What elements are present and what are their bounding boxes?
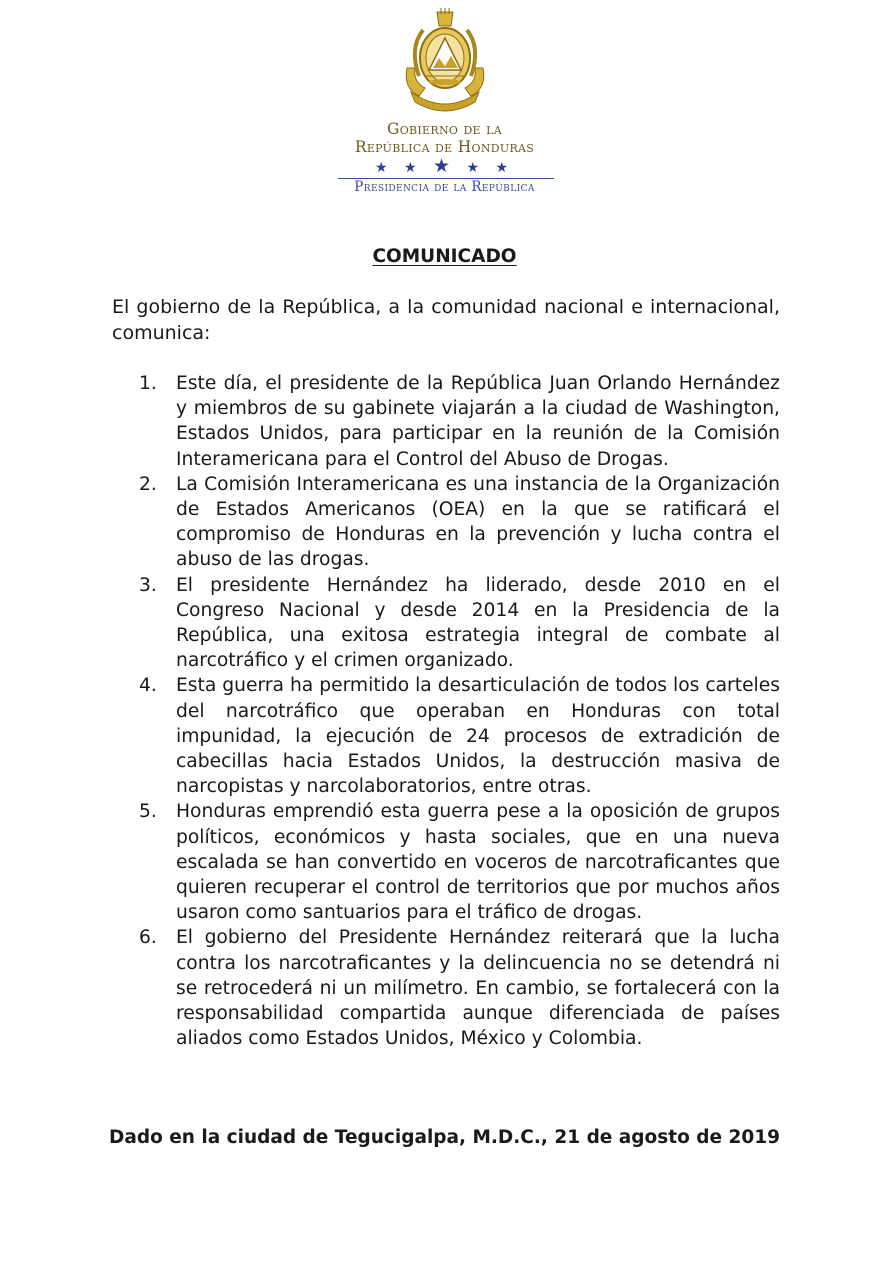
letterhead-presidency-line: Presidencia de la República	[354, 179, 535, 195]
list-item	[112, 799, 780, 925]
item-number: 3.	[139, 574, 157, 596]
communique-items	[112, 371, 780, 1051]
list-item	[112, 573, 780, 674]
item-text: Honduras emprendió esta guerra pese a la oposición de grupos políticos, económicos y hasta sociales, que en una nueva escalada se han convertido en voceros de narcotraficantes que quieren recuperar el control de territorios que por muchos años usaron como santuarios para el tráfico de drogas.	[176, 801, 780, 924]
closing-date-line: Dado en la ciudad de Tegucigalpa, M.D.C., 21 de agosto de 2019	[109, 1127, 780, 1148]
item-text: Esta guerra ha permitido la desarticulación de todos los carteles del narcotráfico que operaban en Honduras con total impunidad, la ejecución de 24 procesos de extradición de cabecillas hacia Estados Unidos, la destrucción masiva de narcopistas y narcolaboratorios, entre otras.	[176, 675, 780, 798]
document-title: COMUNICADO	[372, 246, 517, 267]
intro-paragraph: El gobierno de la República, a la comunidad nacional e internacional, comunica:	[112, 296, 780, 344]
item-text: La Comisión Interamericana es una instancia de la Organización de Estados Americanos (OEA) en la que se ratificará el compromiso de Honduras en la prevención y lucha contra el abuso de las drogas.	[176, 473, 780, 571]
coat-of-arms-seal	[401, 8, 489, 114]
letterhead-government-line: Gobierno de la	[387, 120, 502, 138]
list-item	[112, 371, 780, 472]
list-item	[112, 925, 780, 1051]
item-number: 4.	[139, 675, 157, 697]
item-number: 2.	[139, 473, 157, 495]
stars-icon: ★ ★ ★ ★ ★	[374, 155, 515, 177]
item-number: 6.	[139, 927, 157, 949]
item-number: 1.	[139, 373, 157, 394]
list-item	[112, 472, 780, 573]
item-text: El gobierno del Presidente Hernández reiterará que la lucha contra los narcotraficantes y la delincuencia no se detendrá ni se retrocederá ni un milímetro. En cambio, se fortalecerá con la responsabilidad compartida aunque diferenciada de países aliados como Estados Unidos, México y Colombia.	[176, 927, 780, 1050]
item-number: 5.	[139, 801, 157, 823]
item-text: El presidente Hernández ha liderado, desde 2010 en el Congreso Nacional y desde 2014 en la Presidencia de la República, una exitosa estrategia integral de combate al narcotráfico y el crimen organizado.	[176, 574, 780, 672]
item-text: Este día, el presidente de la República Juan Orlando Hernández y miembros de su gabinete viajarán a la ciudad de Washington, Estados Unidos, para participar en la reunión de la Comisión Interamericana para el Control del Abuso de Drogas.	[176, 373, 780, 470]
letterhead-republic-line: República de Honduras	[354, 138, 535, 156]
list-item	[112, 673, 780, 799]
